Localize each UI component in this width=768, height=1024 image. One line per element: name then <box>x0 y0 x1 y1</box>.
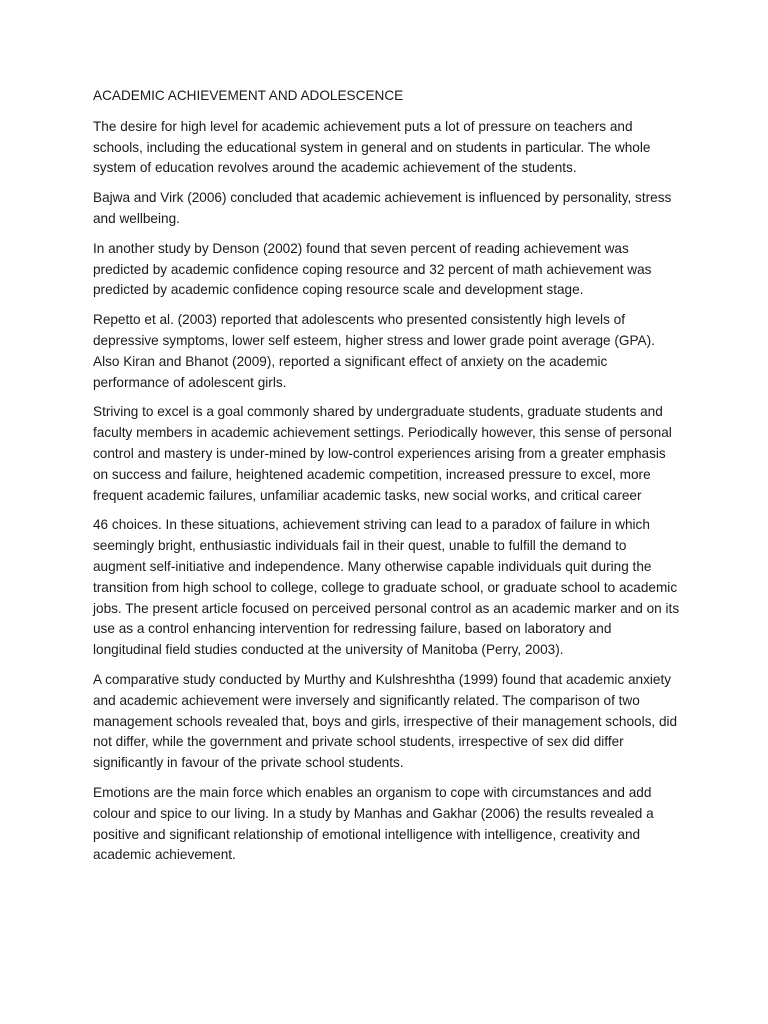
paragraph-3: In another study by Denson (2002) found that seven percent of reading achievement was predicted by academic confidence coping resource and 32 percent of math achievement was predicted by academic confidence coping resource scale and development stage. <box>93 240 652 298</box>
paragraph-5: Striving to excel is a goal commonly shared by undergraduate students, graduate students and faculty members in academic achievement settings. Periodically however, this sense of personal control and mastery is under-mined by low-control experiences arising from a greater emphasis on success and failure, heightened academic competition, increased pressure to excel, more frequent academic failures, unfamiliar academic tasks, new social works, and critical career <box>93 404 672 503</box>
paragraph-1: The desire for high level for academic achievement puts a lot of pressure on teachers and schools, including the educational system in general and on students in particular. The whole system of education revolves around the academic achievement of the students. <box>93 118 651 176</box>
paragraph-6: 46 choices. In these situations, achievement striving can lead to a paradox of failure in which seemingly bright, enthusiastic individuals fail in their quest, unable to fulfill the demand to augment self-initiative and independence. Many otherwise capable individuals quit during the transition from high school to college, college to graduate school, or graduate school to academic jobs. The present article focused on perceived personal control as an academic marker and on its use as a control enhancing intervention for redressing failure, based on laboratory and longitudinal field studies conducted at the university of Manitoba (Perry, 2003). <box>93 517 680 658</box>
document-title: ACADEMIC ACHIEVEMENT AND ADOLESCENCE <box>93 88 404 103</box>
paragraph-2: Bajwa and Virk (2006) concluded that academic achievement is influenced by personality, stress and wellbeing. <box>93 190 672 226</box>
paragraph-8: Emotions are the main force which enables an organism to cope with circumstances and add colour and spice to our living. In a study by Manhas and Gakhar (2006) the results revealed a positive and significant relationship of emotional intelligence with intelligence, creativity and academic achievement. <box>93 784 654 863</box>
paragraph-4: Repetto et al. (2003) reported that adolescents who presented consistently high levels of depressive symptoms, lower self esteem, higher stress and lower grade point average (GPA). Also Kiran and Bhanot (2009), reported a significant effect of anxiety on the academic performance of adolescent girls. <box>93 312 655 390</box>
document-page <box>93 86 683 875</box>
paragraph-7: A comparative study conducted by Murthy and Kulshreshtha (1999) found that academic anxiety and academic achievement were inversely and significantly related. The comparison of two management schools revealed that, boys and girls, irrespective of their management schools, did not differ, while the government and private school students, irrespective of sex did differ significantly in favour of the private school students. <box>93 671 678 771</box>
